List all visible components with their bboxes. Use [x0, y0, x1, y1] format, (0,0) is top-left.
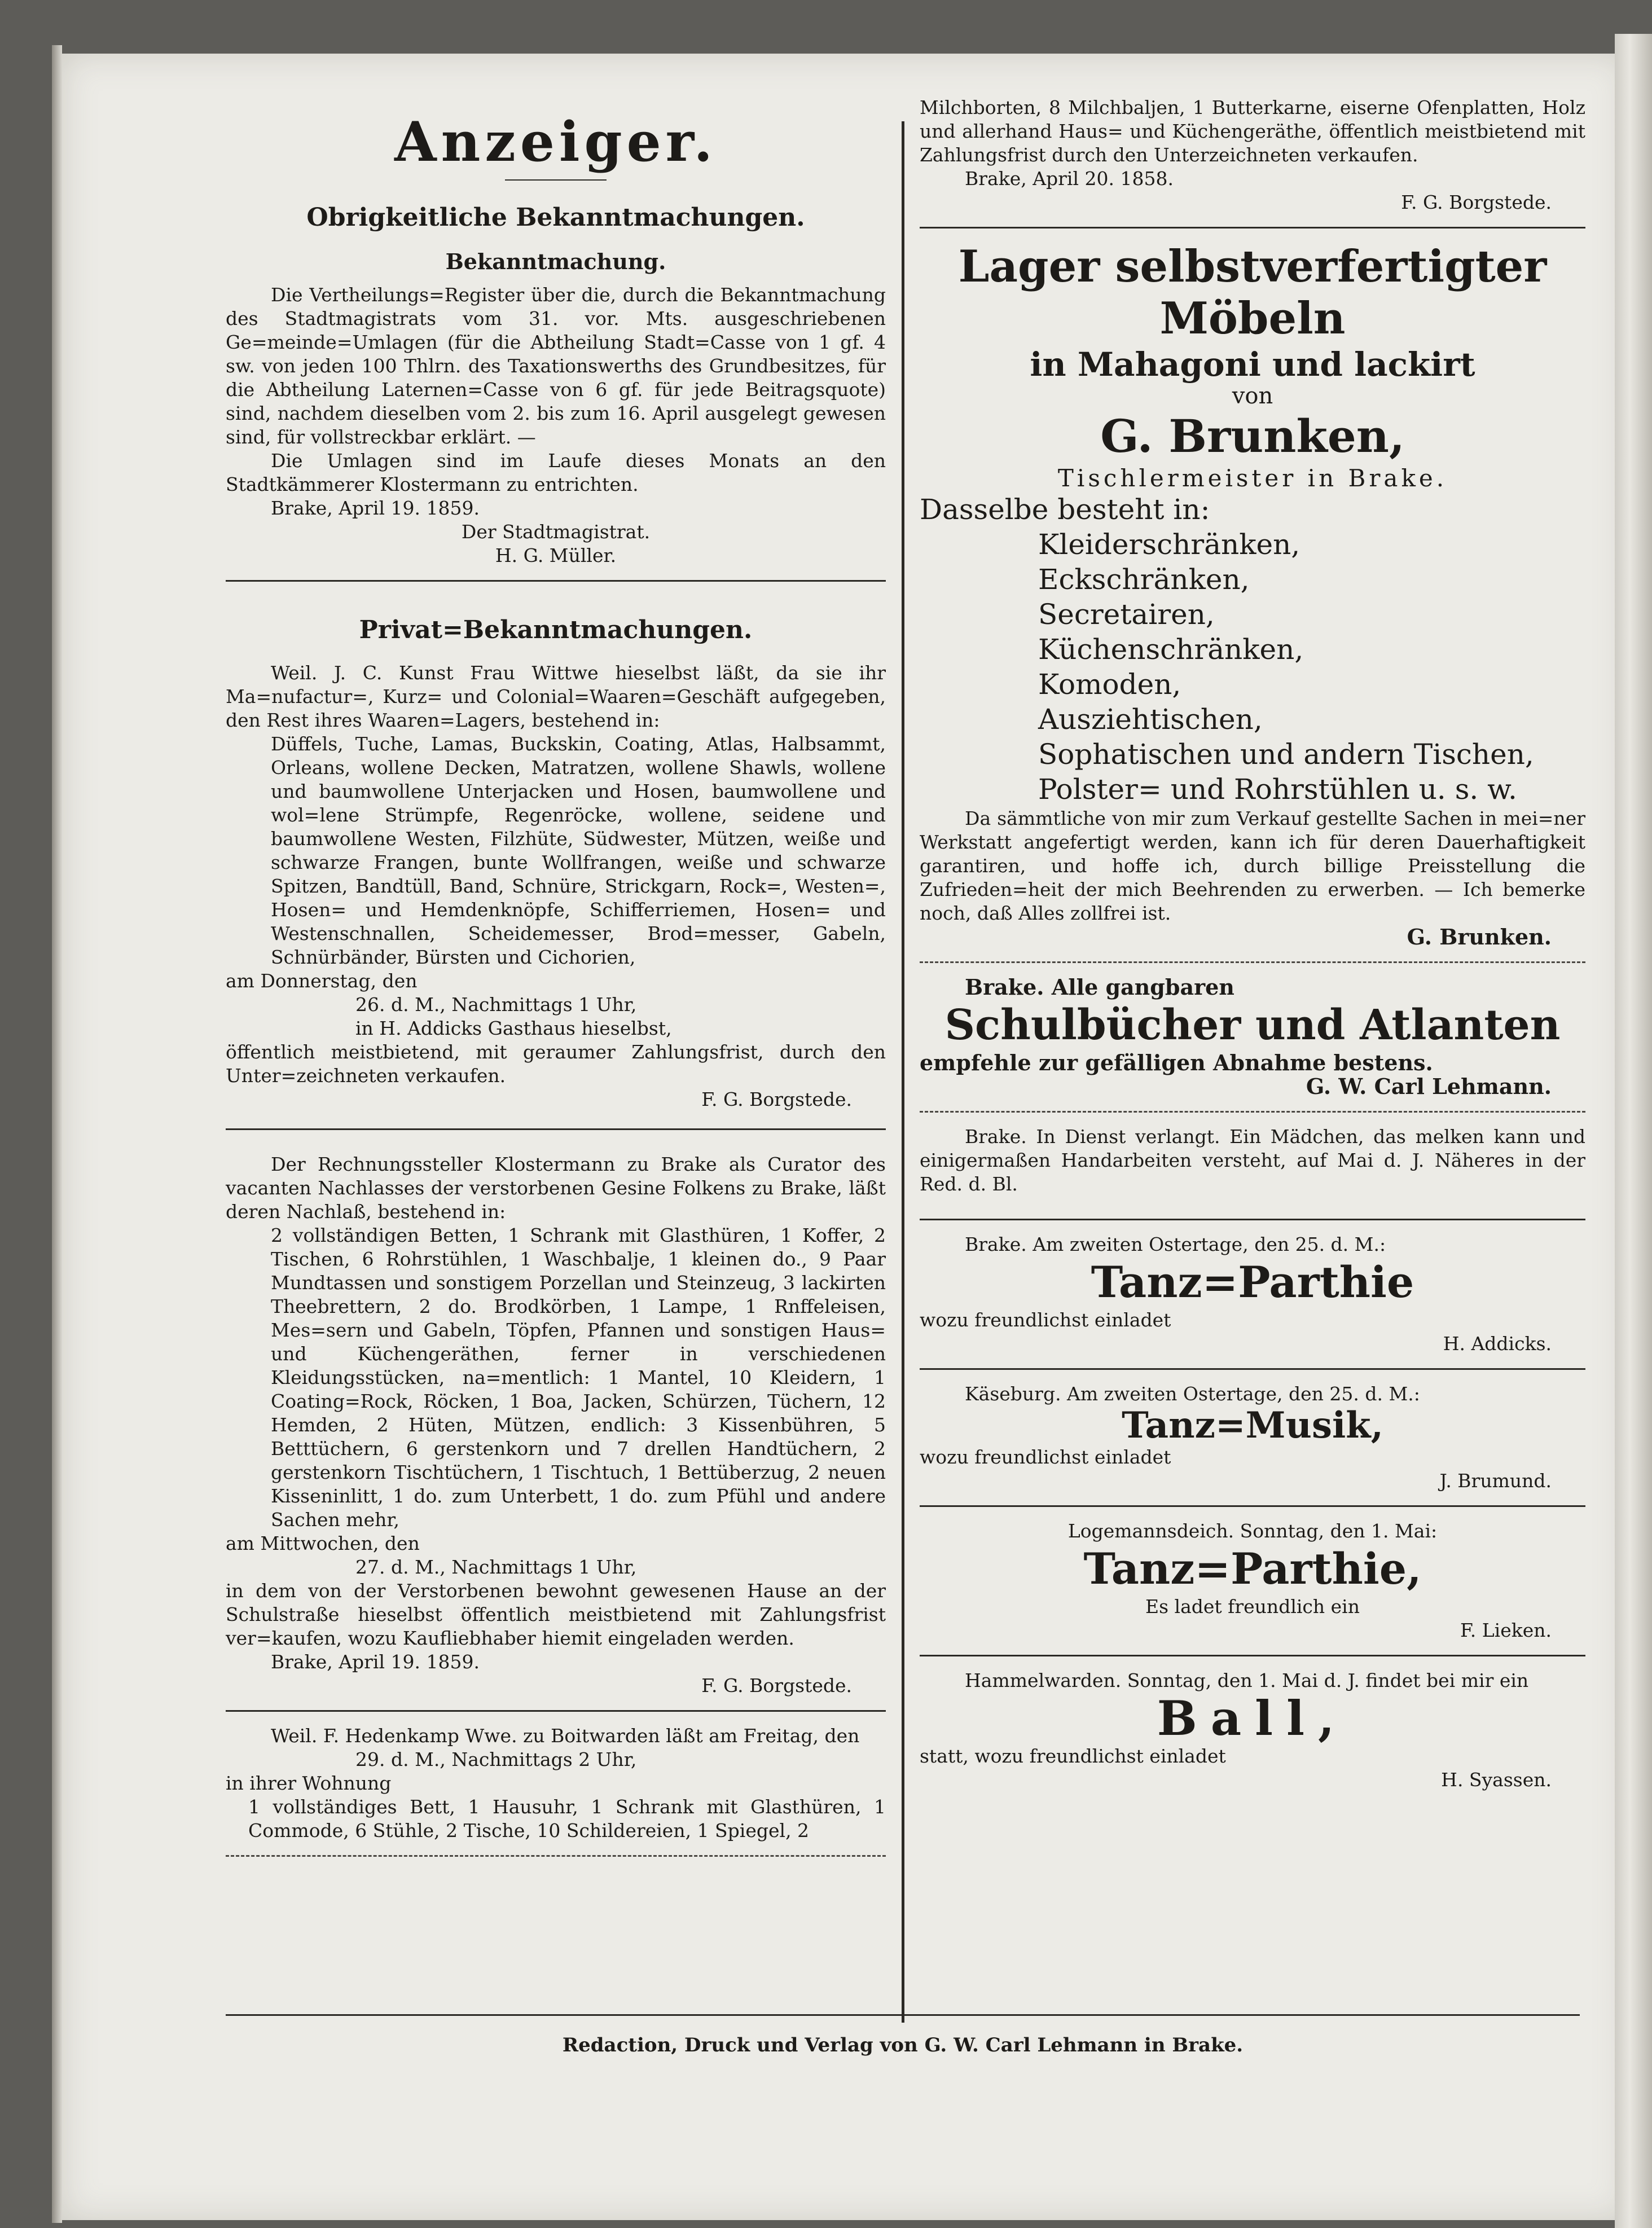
left-column	[226, 85, 886, 2138]
dance2-signature: F. Lieken.	[1460, 1619, 1552, 1641]
ad-rule	[920, 1111, 1585, 1113]
books-title: Schulbücher und Atlanten	[944, 1001, 1561, 1049]
dance2-intro: Logemannsdeich. Sonntag, den 1. Mai:	[1067, 1520, 1438, 1542]
ball-title: Ball,	[1157, 1690, 1348, 1746]
dance2-title: Tanz=Parthie,	[1083, 1544, 1422, 1594]
furniture-trade: Tischlermeister in Brake.	[1057, 464, 1448, 492]
ad1-list: Düffels, Tuche, Lamas, Buckskin, Coating, Atlas, Halbsammt, Orleans, wollene Decken, Matratzen, wollene Shawls, wollene und baumwollene Unterjacken und Hosen, baumwollene und wol=lene Strümpfe, Regenröcke, wollene, seidene und baumwollene Westen, Filzhüte, Südwester, Mützen, weiße und schwarze Frangen, bunte Wollfrangen, weiße und schwarze Spitzen, Bandtüll, Band, Schnüre, Strickgarn, Rock=, Westen=, Hosen= und Hemdenknöpfe, Schifferriemen, Hosen= und Westenschnallen, Scheidemesser, Brod=messer, Gabeln, Schnürbänder, Bürsten und Cichorien,	[271, 733, 886, 968]
furniture-item: Küchenschränken,	[1038, 633, 1304, 666]
furniture-signature: G. Brunken.	[1407, 924, 1552, 950]
ad1-place: in H. Addicks Gasthaus hieselbst,	[355, 1017, 672, 1039]
ad2-when: am Mittwochen, den	[226, 1532, 420, 1554]
music-title: Tanz=Musik,	[1122, 1404, 1383, 1447]
official-signature-1: Der Stadtmagistrat.	[461, 521, 651, 543]
furniture-subtitle: in Mahagoni und lackirt	[1030, 345, 1475, 384]
ad2-intro: Der Rechnungssteller Klostermann zu Brake als Curator des vacanten Nachlasses der verstorbenen Gesine Folkens zu Brake, läßt deren Nachlaß, bestehend in:	[226, 1153, 886, 1223]
ad3-time: 29. d. M., Nachmittags 2 Uhr,	[355, 1748, 637, 1770]
books-intro: Brake. Alle gangbaren	[965, 974, 1234, 1000]
official-heading: Obrigkeitliche Bekanntmachungen.	[306, 203, 805, 232]
column-divider	[902, 121, 904, 2023]
masthead-rule	[505, 179, 607, 181]
ad-rule	[226, 1128, 886, 1130]
continued-signature: F. G. Borgstede.	[1401, 191, 1552, 213]
official-body: Die Vertheilungs=Register über die, durch die Bekanntmachung des Stadtmagistrats vom 31. vor. Mts. ausgeschriebenen Ge=meinde=Umlagen (für die Abtheilung Stadt=Casse von 1 gf. 4 sw. von jeden 100 Thlrn. des Taxationswerths des Grundbesitzes, für die Abtheilung Laternen=Casse von 6 gf. für jede Beitragsquote) sind, nachdem dieselben vom 2. bis zum 16. April ausgelegt gewesen sind, für vollstreckbar erklärt. —	[226, 284, 886, 448]
books-line: empfehle zur gefälligen Abnahme bestens.	[920, 1050, 1433, 1075]
ad1-when: am Donnerstag, den	[226, 970, 418, 992]
imprint-footer: Redaction, Druck und Verlag von G. W. Carl Lehmann in Brake.	[562, 2034, 1244, 2056]
music-intro: Käseburg. Am zweiten Ostertage, den 25. d. M.:	[965, 1383, 1420, 1405]
ad-rule	[920, 1219, 1585, 1220]
furniture-title: Lager selbstverfertigter Möbeln	[958, 241, 1547, 344]
ad-rule	[920, 1368, 1585, 1370]
furniture-item: Kleiderschränken,	[1038, 528, 1300, 561]
ad2-time: 27. d. M., Nachmittags 1 Uhr,	[355, 1556, 637, 1578]
ad-rule	[226, 1855, 886, 1857]
footer-rule	[226, 2014, 1580, 2016]
ad1-signature: F. G. Borgstede.	[701, 1088, 852, 1110]
dance1-signature: H. Addicks.	[1443, 1333, 1552, 1355]
dance1-invite: wozu freundlichst einladet	[920, 1309, 1171, 1331]
music-invite: wozu freundlichst einladet	[920, 1446, 1171, 1468]
furniture-name: G. Brunken,	[1100, 410, 1405, 463]
dance2-invite: Es ladet freundlich ein	[1145, 1596, 1360, 1618]
ad-rule	[920, 1505, 1585, 1507]
furniture-item: Polster= und Rohrstühlen u. s. w.	[1038, 773, 1517, 806]
official-body-2: Die Umlagen sind im Laufe dieses Monats an den Stadtkämmerer Klostermann zu entrichten.	[226, 450, 886, 495]
ad-rule	[226, 1710, 886, 1712]
ad3-list: 1 vollständiges Bett, 1 Hausuhr, 1 Schrank mit Glasthüren, 1 Commode, 6 Stühle, 2 Tische, 10 Schildereien, 1 Spiegel, 2	[248, 1796, 886, 1842]
books-signature: G. W. Carl Lehmann.	[1306, 1074, 1552, 1099]
furniture-von: von	[1232, 383, 1273, 409]
ball-intro: Hammelwarden. Sonntag, den 1. Mai d. J. findet bei mir ein	[965, 1669, 1529, 1691]
page-edge-left	[52, 45, 62, 2223]
masthead: Anzeiger.	[394, 110, 717, 174]
ad-rule	[920, 227, 1585, 228]
ad1-time: 26. d. M., Nachmittags 1 Uhr,	[355, 994, 637, 1016]
official-signature-2: H. G. Müller.	[495, 544, 617, 566]
right-column	[920, 96, 1585, 2138]
ad-rule	[920, 961, 1585, 963]
ad2-end: in dem von der Verstorbenen bewohnt gewesenen Hause an der Schulstraße hieselbst öffentlich meistbietend mit Zahlungsfrist ver=kaufen, wozu Kaufliebhaber hiemit eingeladen werden.	[226, 1580, 886, 1649]
music-signature: J. Brumund.	[1439, 1470, 1552, 1492]
section-rule	[226, 580, 886, 582]
official-date: Brake, April 19. 1859.	[271, 497, 480, 519]
continued-text: Milchborten, 8 Milchbaljen, 1 Butterkarne, eiserne Ofenplatten, Holz und allerhand Haus= und Küchengeräthe, öffentlich meistbietend mit Zahlungsfrist durch den Unterzeichneten verkaufen.	[920, 96, 1585, 166]
continued-date: Brake, April 20. 1858.	[965, 168, 1174, 190]
dance1-title: Tanz=Parthie	[1091, 1257, 1414, 1307]
furniture-item: Sophatischen und andern Tischen,	[1038, 738, 1534, 771]
furniture-item: Eckschränken,	[1038, 563, 1250, 596]
furniture-body: Da sämmtliche von mir zum Verkauf gestellte Sachen in mei=ner Werkstatt angefertigt werden, kann ich für deren Dauerhaftigkeit garantiren, und hoffe ich, durch billige Preisstellung die Zufrieden=heit der mich Beehrenden zu erwerben. — Ich bemerke noch, daß Alles zollfrei ist.	[920, 807, 1585, 924]
furniture-item: Komoden,	[1038, 668, 1181, 701]
furniture-consists: Dasselbe besteht in:	[920, 493, 1210, 526]
ad1-intro: Weil. J. C. Kunst Frau Wittwe hieselbst läßt, da sie ihr Ma=nufactur=, Kurz= und Colonial=Waaren=Geschäft aufgegeben, den Rest ihres Waaren=Lagers, bestehend in:	[226, 662, 886, 731]
ad2-list: 2 vollständigen Betten, 1 Schrank mit Glasthüren, 1 Koffer, 2 Tischen, 6 Rohrstühlen, 1 Waschbalje, 1 kleinen do., 9 Paar Mundtassen und sonstigem Porzellan und Steinzeug, 3 lackirten Theebrettern, 2 do. Brodkörben, 1 Lampe, 1 Rnffeleisen, Mes=sern und Gabeln, Töpfen, Pfannen und sonstigen Haus= und Küchengeräthen, ferner in verschiedenen Kleidungsstücken, na=mentlich: 1 Mantel, 10 Kleidern, 1 Coating=Rock, Röcken, 1 Boa, Jacken, Schürzen, Tüchern, 12 Hemden, 2 Hüten, Mützen, endlich: 3 Kissenbühren, 5 Betttüchern, 6 gerstenkorn und 7 drellen Handtüchern, 2 gerstenkorn Tischtüchern, 1 Tischtuch, 1 Bettüberzug, 2 neuen Kisseninlitt, 1 do. zum Unterbett, 1 do. zum Pfühl und andere Sachen mehr,	[271, 1224, 886, 1531]
furniture-item: Secretairen,	[1038, 598, 1215, 631]
page-edge-right	[1615, 34, 1652, 2228]
furniture-item: Ausziehtischen,	[1038, 703, 1263, 736]
private-heading: Privat=Bekanntmachungen.	[359, 616, 753, 644]
ball-invite: statt, wozu freundlichst einladet	[920, 1745, 1226, 1767]
dance1-intro: Brake. Am zweiten Ostertage, den 25. d. M.:	[965, 1233, 1386, 1255]
ball-signature: H. Syassen.	[1441, 1769, 1552, 1791]
ad3-place: in ihrer Wohnung	[226, 1772, 392, 1794]
ad-rule	[920, 1655, 1585, 1656]
ad2-signature: F. G. Borgstede.	[701, 1675, 852, 1697]
ad2-date: Brake, April 19. 1859.	[271, 1651, 480, 1673]
official-title: Bekanntmachung.	[445, 249, 666, 274]
ad3-intro: Weil. F. Hedenkamp Wwe. zu Boitwarden läßt am Freitag, den	[271, 1725, 860, 1747]
furniture-items	[1038, 527, 1585, 807]
ad1-end: öffentlich meistbietend, mit geraumer Zahlungsfrist, durch den Unter=zeichneten verkaufen.	[226, 1041, 886, 1087]
service-ad: Brake. In Dienst verlangt. Ein Mädchen, das melken kann und einigermaßen Handarbeiten versteht, auf Mai d. J. Näheres in der Red. d. Bl.	[920, 1126, 1585, 1195]
